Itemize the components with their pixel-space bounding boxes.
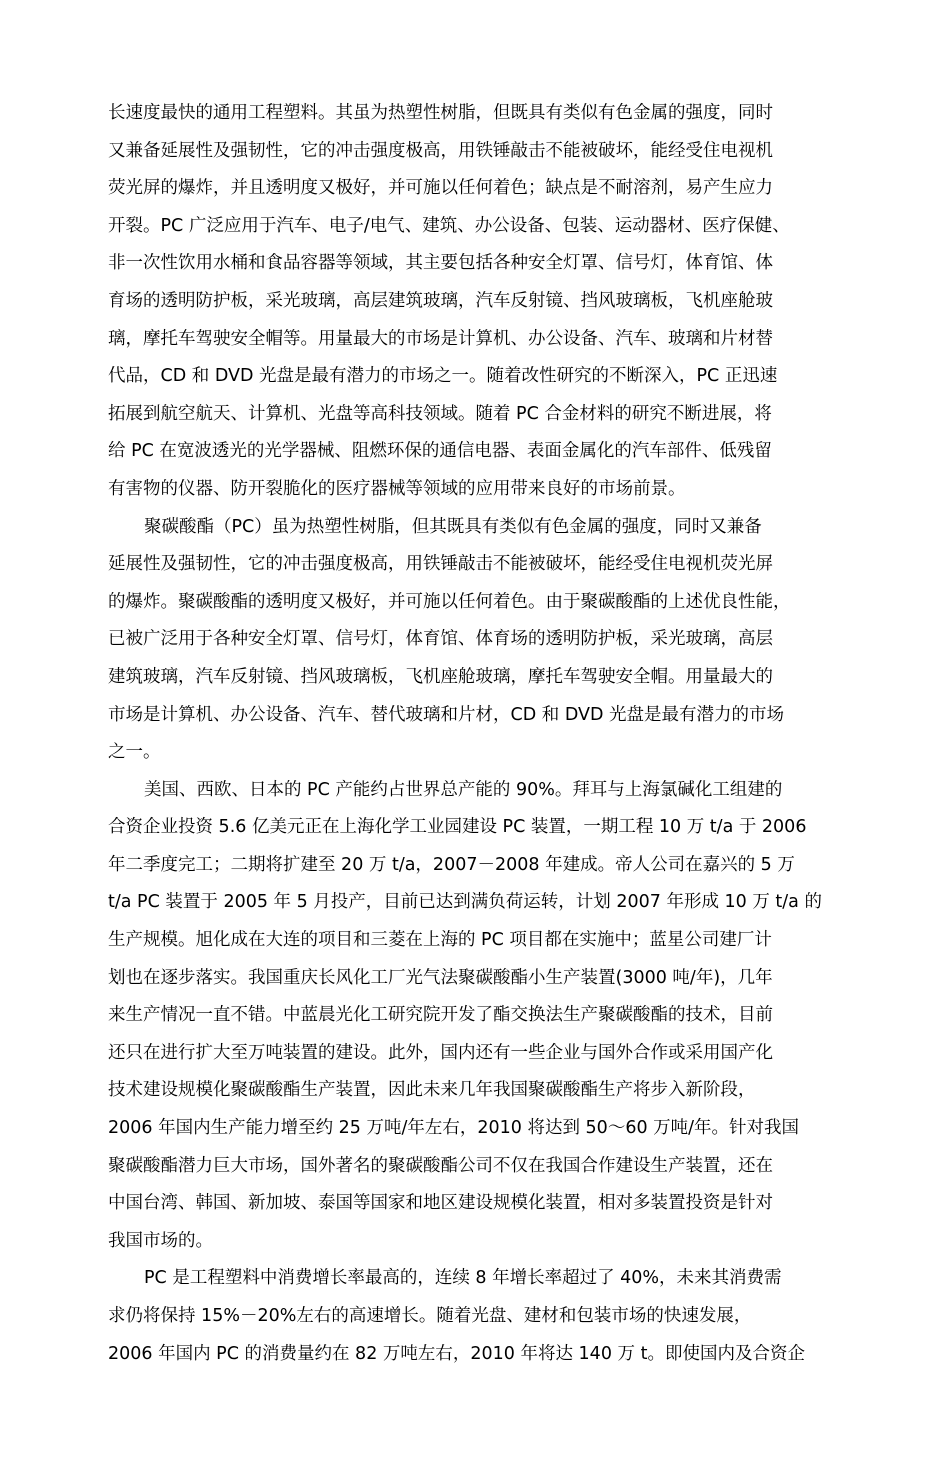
text-line: 育场的透明防护板，采光玻璃，高层建筑玻璃，汽车反射镜、挡风玻璃板，飞机座舱玻 <box>108 290 773 311</box>
paragraph-4 <box>108 1260 844 1373</box>
text-line: 来生产情况一直不错。中蓝晨光化工研究院开发了酯交换法生产聚碳酸酯的技术，目前 <box>108 1005 773 1026</box>
text-line: 又兼备延展性及强韧性，它的冲击强度极高，用铁锤敲击不能被破坏，能经受住电视机 <box>108 140 773 161</box>
text-line: 还只在进行扩大至万吨装置的建设。此外，国内还有一些企业与国外合作或采用国产化 <box>108 1042 773 1063</box>
text-line: 美国、西欧、日本的 PC 产能约占世界总产能的 90%。拜耳与上海氯碱化工组建的 <box>144 779 783 800</box>
body-text <box>108 95 844 1373</box>
text-line: 之一。 <box>108 742 161 763</box>
text-line: 市场是计算机、办公设备、汽车、替代玻璃和片材，CD 和 DVD 光盘是最有潜力的市场 <box>108 704 784 725</box>
text-line: 给 PC 在宽波透光的光学器械、阻燃环保的通信电器、表面金属化的汽车部件、低残留 <box>108 441 772 462</box>
paragraph-1 <box>108 95 844 509</box>
text-line: 2006 年国内生产能力增至约 25 万吨/年左右，2010 将达到 50～60 万吨/年。针对我国 <box>108 1118 800 1139</box>
text-line: 2006 年国内 PC 的消费量约在 82 万吨左右，2010 年将达 140 万 t。即使国内及合资企 <box>108 1343 805 1364</box>
text-line: 代品，CD 和 DVD 光盘是最有潜力的市场之一。随着改性研究的不断深入，PC 正迅速 <box>108 366 778 387</box>
text-line: 拓展到航空航天、计算机、光盘等高科技领域。随着 PC 合金材料的研究不断进展，将 <box>108 403 772 424</box>
text-line: 我国市场的。 <box>108 1230 213 1251</box>
text-line: 建筑玻璃，汽车反射镜、挡风玻璃板，飞机座舱玻璃，摩托车驾驶安全帽。用量最大的 <box>108 666 773 687</box>
text-line: 划也在逐步落实。我国重庆长风化工厂光气法聚碳酸酯小生产装置(3000 吨/年)，几年 <box>108 967 773 988</box>
text-line: 有害物的仪器、防开裂脆化的医疗器械等领域的应用带来良好的市场前景。 <box>108 478 686 499</box>
text-line: 已被广泛用于各种安全灯罩、信号灯，体育馆、体育场的透明防护板，采光玻璃，高层 <box>108 629 773 650</box>
text-line: 求仍将保持 15%－20%左右的高速增长。随着光盘、建材和包装市场的快速发展， <box>108 1306 752 1326</box>
text-line: 聚碳酸酯潜力巨大市场，国外著名的聚碳酸酯公司不仅在我国合作建设生产装置，还在 <box>108 1155 773 1176</box>
paragraph-3 <box>108 772 844 1261</box>
text-line: PC 是工程塑料中消费增长率最高的，连续 8 年增长率超过了 40%，未来其消费需 <box>144 1268 782 1289</box>
text-line: 开裂。PC 广泛应用于汽车、电子/电气、建筑、办公设备、包装、运动器材、医疗保健、 <box>108 215 790 236</box>
text-line: 聚碳酸酯（PC）虽为热塑性树脂，但其既具有类似有色金属的强度，同时又兼备 <box>144 516 762 537</box>
text-line: 璃，摩托车驾驶安全帽等。用量最大的市场是计算机、办公设备、汽车、玻璃和片材替 <box>108 328 773 349</box>
text-line: 非一次性饮用水桶和食品容器等领域，其主要包括各种安全灯罩、信号灯，体育馆、体 <box>108 253 773 274</box>
text-line: t/a PC 装置于 2005 年 5 月投产，目前已达到满负荷运转，计划 2007 年形成 10 万 t/a 的 <box>108 892 822 913</box>
text-line: 技术建设规模化聚碳酸酯生产装置，因此未来几年我国聚碳酸酯生产将步入新阶段， <box>108 1080 756 1101</box>
text-line: 合资企业投资 5.6 亿美元正在上海化学工业园建设 PC 装置，一期工程 10 万 t/a 于 2006 <box>108 817 807 838</box>
text-line: 生产规模。旭化成在大连的项目和三菱在上海的 PC 项目都在实施中；蓝星公司建厂计 <box>108 930 772 951</box>
text-line: 长速度最快的通用工程塑料。其虽为热塑性树脂，但既具有类似有色金属的强度，同时 <box>108 103 773 123</box>
text-line: 中国台湾、韩国、新加坡、泰国等国家和地区建设规模化装置，相对多装置投资是针对 <box>108 1193 773 1214</box>
text-line: 延展性及强韧性，它的冲击强度极高，用铁锤敲击不能被破坏，能经受住电视机荧光屏 <box>108 554 773 575</box>
text-line: 的爆炸。聚碳酸酯的透明度又极好，并可施以任何着色。由于聚碳酸酯的上述优良性能， <box>108 591 791 612</box>
text-line: 年二季度完工；二期将扩建至 20 万 t/a，2007－2008 年建成。帝人公司在嘉兴的 5 万 <box>108 854 795 875</box>
text-line: 荧光屏的爆炸，并且透明度又极好，并可施以任何着色；缺点是不耐溶剂，易产生应力 <box>108 178 773 199</box>
paragraph-2 <box>108 509 844 772</box>
